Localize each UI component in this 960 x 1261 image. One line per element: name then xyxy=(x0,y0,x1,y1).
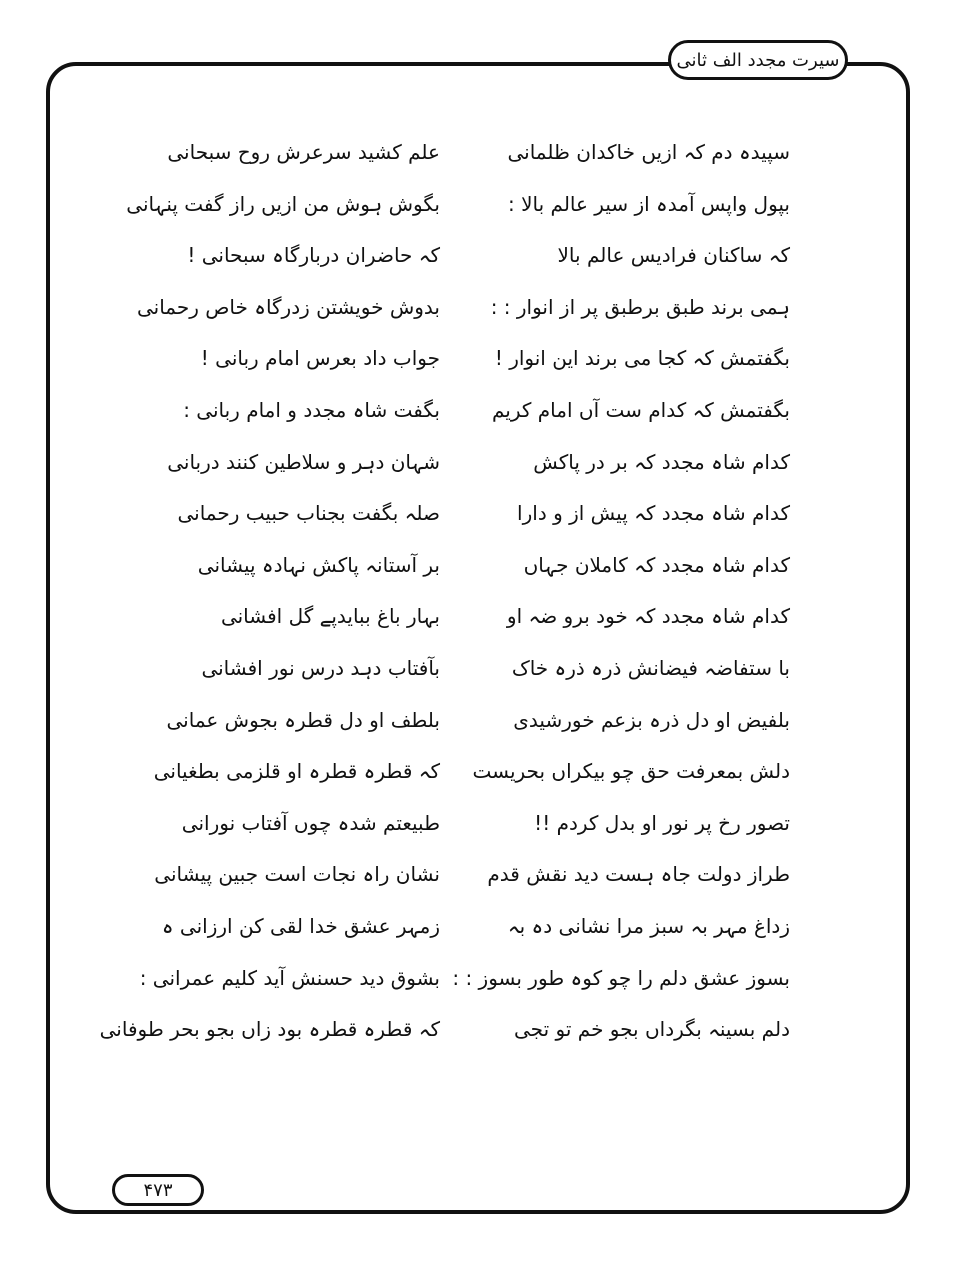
verse-row xyxy=(150,904,790,948)
poem-body xyxy=(99,130,790,1060)
verse-second-hemistich: بہار باغ ببایدپے گل افشانی xyxy=(220,604,440,629)
verse-second-hemistich: جواب داد بعرس امام ربانی ! xyxy=(200,346,440,371)
verse-first-hemistich: دلش بمعرفت حق چو بیکراں بحریست xyxy=(472,759,790,784)
verse-second-hemistich: بر آستانہ پاکش نہادہ پیشانی xyxy=(197,552,440,577)
verse-first-hemistich: بسوز عشق دلم را چو کوہ طور بسوز : : xyxy=(452,965,790,990)
verse-row xyxy=(150,698,790,742)
verse-first-hemistich: بگفتمش کہ کدام ست آں امام کریم xyxy=(492,398,790,422)
verse-first-hemistich: طراز دولت جاہ ہست دید نقش قدم xyxy=(487,862,790,887)
verse-row xyxy=(150,852,790,896)
verse-first-hemistich: بگفتمش کہ کجا می برند این انوار ! xyxy=(494,346,790,371)
verse-second-hemistich: بگفت شاہ مجدد و امام ربانی : xyxy=(183,398,440,422)
verse-row xyxy=(150,646,790,690)
verse-first-hemistich: سپیدہ دم کہ ازیں خاکدان ظلمانی xyxy=(507,140,790,164)
verse-row xyxy=(150,543,790,587)
verse-row xyxy=(150,336,790,380)
verse-second-hemistich: بدوش خویشتن زدرگاہ خاص رحمانی xyxy=(136,294,440,319)
verse-second-hemistich: کہ قطرہ قطرہ او قلزمی بطغیانی xyxy=(153,759,440,784)
verse-row xyxy=(150,801,790,845)
verse-second-hemistich: علم کشید سرعرش روح سبحانی xyxy=(167,140,440,164)
verse-first-hemistich: کدام شاہ مجدد کہ کاملان جہاں xyxy=(523,552,790,577)
verse-second-hemistich: بآفتاب دہد درس نور افشانی xyxy=(201,656,440,680)
verse-second-hemistich: شہان دہر و سلاطین کنند دربانی xyxy=(167,449,440,474)
verse-first-hemistich: بپول واپس آمدہ از سیر عالم بالا : xyxy=(507,191,790,216)
verse-first-hemistich: تصور رخ پر نور او بدل کردم !! xyxy=(534,810,790,835)
verse-first-hemistich: کدام شاہ مجدد کہ خود برو ضہ او xyxy=(506,604,790,629)
verse-first-hemistich: با ستفاضہ فیضانش ذرہ ذرہ خاک xyxy=(511,656,790,680)
verse-row xyxy=(150,440,790,484)
verse-first-hemistich: بلفیض او دل ذرہ بزعم خورشیدی xyxy=(513,707,790,732)
verse-row xyxy=(150,233,790,277)
verse-row xyxy=(150,749,790,793)
verse-second-hemistich: صلہ بگفت بجناب حبیب رحمانی xyxy=(177,501,440,526)
verse-first-hemistich: کدام شاہ مجدد کہ بر در پاکش xyxy=(533,449,790,474)
verse-row xyxy=(150,388,790,432)
verse-row xyxy=(150,594,790,638)
page-number: ۴۷۳ xyxy=(143,1179,173,1201)
verse-first-hemistich: زداغ مہر بہ سبز مرا نشانی دہ بہ xyxy=(507,914,790,938)
verse-first-hemistich: کہ ساکنان فرادیس عالم بالا xyxy=(557,243,790,268)
verse-row xyxy=(136,285,790,329)
page-number-tab xyxy=(112,1174,204,1206)
verse-second-hemistich: طبیعتم شدہ چوں آفتاب نورانی xyxy=(181,810,440,835)
verse-row xyxy=(126,182,790,226)
verse-second-hemistich: بگوش ہوش من ازیں راز گفت پنہانی xyxy=(126,191,440,216)
verse-first-hemistich: دلم بسینہ بگرداں بجو خم تو تجی xyxy=(514,1017,790,1042)
verse-second-hemistich: نشان راہ نجات است جبین پیشانی xyxy=(154,862,440,887)
verse-second-hemistich: کہ حاضران دربارگاہ سبحانی ! xyxy=(187,243,440,268)
running-title: سیرت مجدد الف ثانی xyxy=(676,49,840,71)
verse-row xyxy=(99,1007,790,1051)
verse-first-hemistich: کدام شاہ مجدد کہ پیش از و دارا xyxy=(517,501,790,526)
verse-second-hemistich: بشوق دید حسنش آید کلیم عمرانی : xyxy=(139,965,440,990)
verse-second-hemistich: کہ قطرہ قطرہ بود زاں بجو بحر طوفانی xyxy=(99,1017,440,1042)
verse-row xyxy=(150,130,790,174)
header-tab xyxy=(668,40,848,80)
verse-second-hemistich: بلطف او دل قطرہ بجوش عمانی xyxy=(166,707,440,732)
verse-first-hemistich: ہمی برند طبق برطبق پر از انوار : : xyxy=(490,294,790,319)
verse-second-hemistich: زمہر عشق خدا لقی کن ارزانی ہ xyxy=(161,914,440,938)
verse-row xyxy=(139,956,790,1000)
verse-row xyxy=(150,491,790,535)
